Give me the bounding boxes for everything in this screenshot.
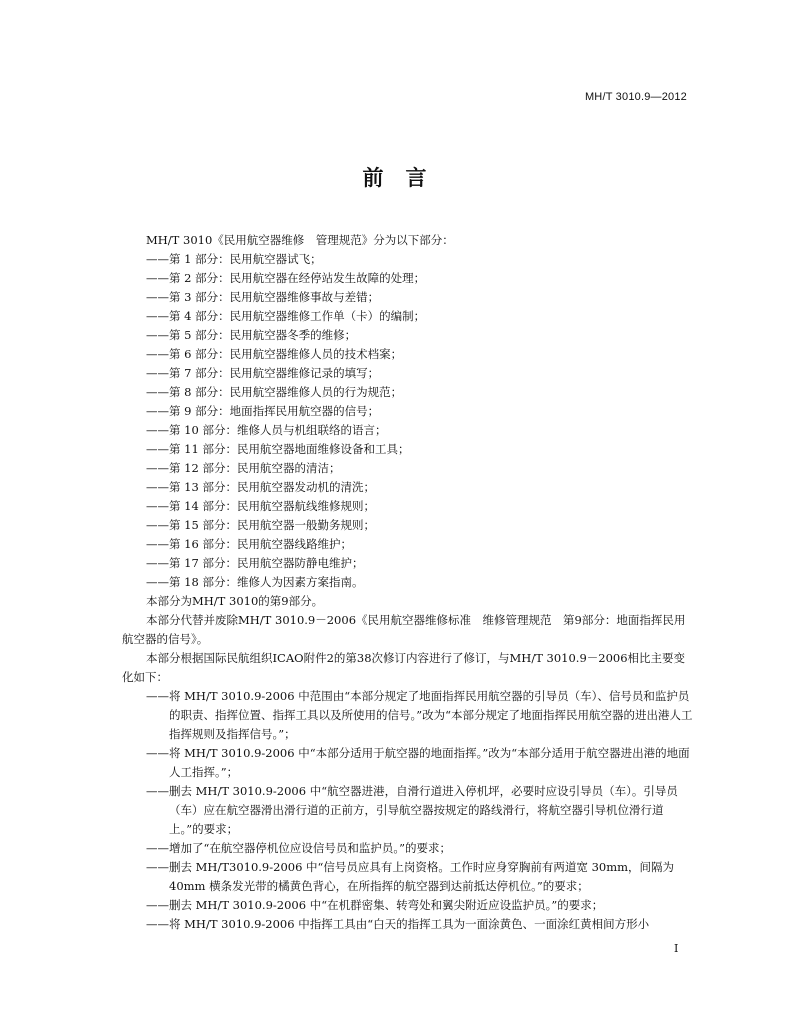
replaces-paragraph: 本部分代替并废除MH/T 3010.9－2006《民用航空器维修标准 维修管理规范 第9部分：地面指挥民用航空器的信号》。 [122,613,686,646]
change-list-item: ——将 MH/T 3010.9-2006 中范围由“本部分规定了地面指挥民用航空器的引导员（车）、信号员和监护员的职责、指挥位置、指挥工具以及所使用的信号。”改为“本部分规定了地面指挥民用航空器的进出港人工指挥规则及指挥信号。”； [146,689,693,741]
part-list-item: ——第 4 部分：民用航空器维修工作单（卡）的编制； [146,309,426,323]
part-list-item: ——第 6 部分：民用航空器维修人员的技术档案； [146,347,403,361]
change-list-item: ——将 MH/T 3010.9-2006 中指挥工具由“白天的指挥工具为一面涂黄色、一面涂红黄相间方形小 [146,917,650,931]
part-list-item: ——第 9 部分：地面指挥民用航空器的信号； [146,404,380,418]
part-list-item: ——第 15 部分：民用航空器一般勤务规则； [146,518,375,532]
part-list-item: ——第 17 部分：民用航空器防静电维护； [146,556,364,570]
change-list-item: ——删去 MH/T3010.9-2006 中“信号员应具有上岗资格。工作时应身穿胸前有两道宽 30mm，间隔为 40mm 横条发光带的橘黄色背心，在所指挥的航空器到达前抵达停机位。”的要求； [146,860,675,893]
part-list-item: ——第 14 部分：民用航空器航线维修规则； [146,499,375,513]
part-list-item: ——第 18 部分：维修人为因素方案指南。 [146,575,364,589]
part-list-item: ——第 10 部分：维修人员与机组联络的语言； [146,423,387,437]
part-list-item: ——第 5 部分：民用航空器冬季的维修； [146,328,357,342]
part-list-item: ——第 16 部分：民用航空器线路维护； [146,537,352,551]
part-list-item: ——第 3 部分：民用航空器维修事故与差错； [146,290,380,304]
change-list-item: ——将 MH/T 3010.9-2006 中“本部分适用于航空器的地面指挥。”改为“本部分适用于航空器进出港的地面人工指挥。”； [146,746,690,779]
part-list-item: ——第 7 部分：民用航空器维修记录的填写； [146,366,380,380]
part-list-item: ——第 1 部分：民用航空器试飞； [146,252,322,266]
revision-basis-paragraph: 本部分根据国际民航组织ICAO附件2的第38次修订内容进行了修订，与MH/T 3010.9－2006相比主要变化如下： [122,651,686,684]
page-title: 前言 [362,165,449,190]
part-list-item: ——第 2 部分：民用航空器在经停站发生故障的处理； [146,271,426,285]
change-list-item: ——删去 MH/T 3010.9-2006 中“航空器进港，自滑行道进入停机坪，必要时应设引导员（车）。引导员（车）应在航空器滑出滑行道的正前方，引导航空器按规定的路线滑行，将航空器引导机位滑行道上。”的要求； [146,784,678,836]
part-list-item: ——第 8 部分：民用航空器维修人员的行为规范； [146,385,403,399]
foreword-body [122,231,694,934]
intro-line: MH/T 3010《民用航空器维修 管理规范》分为以下部分： [146,233,454,247]
standard-code: MH/T 3010.9—2012 [584,91,687,103]
part-list-item: ——第 11 部分：民用航空器地面维修设备和工具； [146,442,410,456]
part-list-item: ——第 12 部分：民用航空器的清洁； [146,461,341,475]
changes-list [122,687,694,934]
parts-list [122,250,694,592]
change-list-item: ——删去 MH/T 3010.9-2006 中“在机群密集、转弯处和翼尖附近应设监护员。”的要求； [146,898,604,912]
page-number: I [674,942,679,955]
this-part-line: 本部分为MH/T 3010的第9部分。 [146,594,324,608]
part-list-item: ——第 13 部分：民用航空器发动机的清洗； [146,480,375,494]
change-list-item: ——增加了“在航空器停机位应设信号员和监护员。”的要求； [146,841,452,855]
